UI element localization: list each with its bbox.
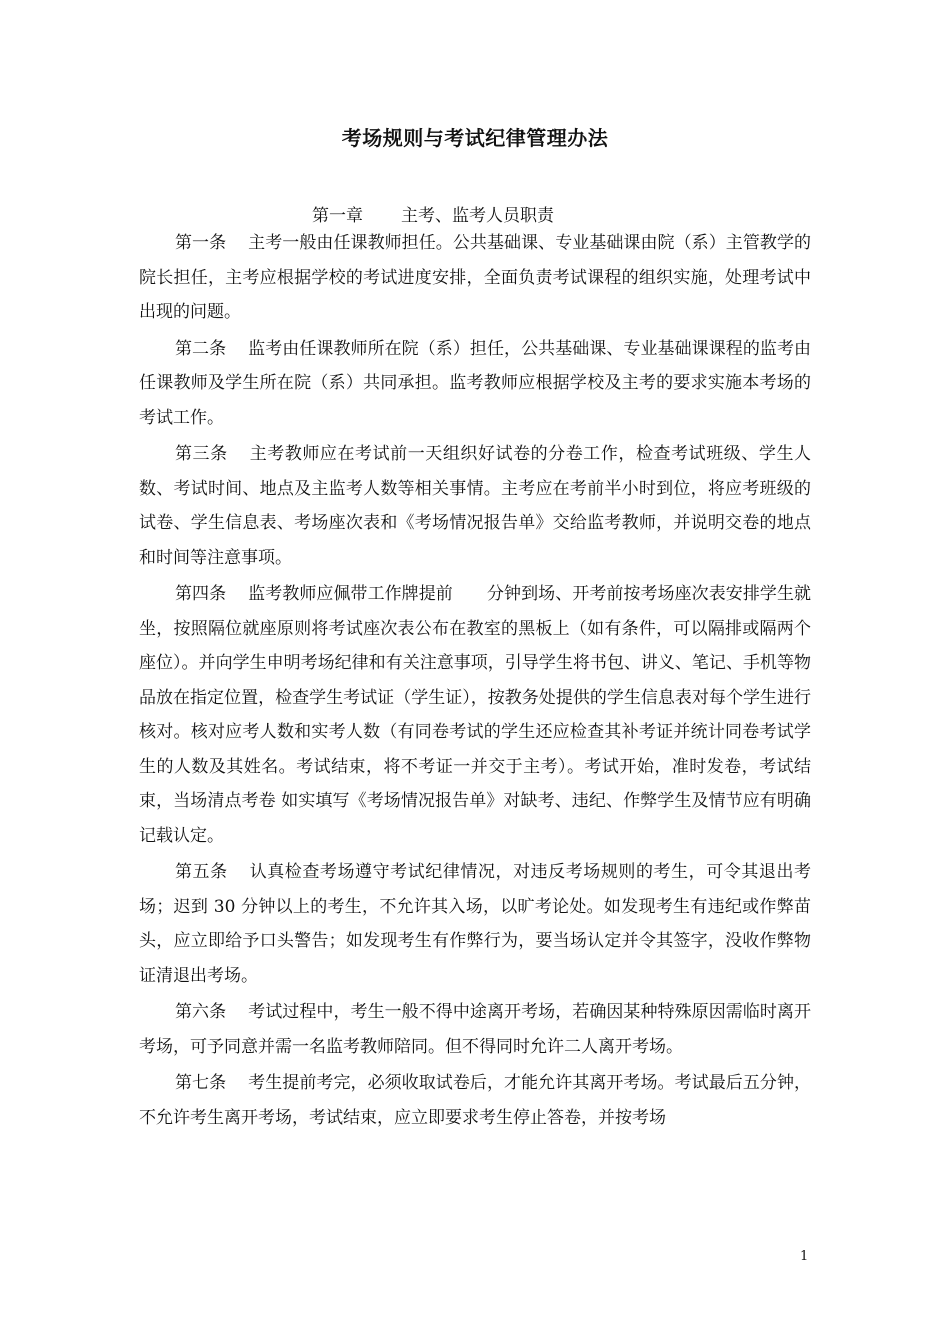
chapter-heading	[312, 201, 554, 226]
article-paragraph	[139, 226, 811, 330]
article-label: 第一条	[175, 233, 227, 253]
article-text: 主考教师应在考试前一天组织好试卷的分卷工作，检查考试班级、学生人数、考试时间、地点及主监考人数等相关事情。主考应在考前半小时到位，将应考班级的试卷、学生信息表、考场座次表和《考场情况报告单》交给监考教师，并说明交卷的地点和时间等注意事项。	[139, 444, 812, 568]
article-text: 监考由任课教师所在院（系）担任，公共基础课、专业基础课课程的监考由任课教师及学生所在院（系）共同承担。监考教师应根据学校及主考的要求实施本考场的考试工作。	[139, 338, 811, 428]
article-text: 监考教师应佩带工作牌提前 分钟到场、开考前按考场座次表安排学生就坐，按照隔位就座原则将考试座次表公布在教室的黑板上（如有条件，可以隔排或隔两个座位）。并向学生申明考场纪律和有关注意事项，引导学生将书包、讲义、笔记、手机等物品放在指定位置，检查学生考试证（学生证），按教务处提供的学生信息表对每个学生进行核对。核对应考人数和实考人数（有同卷考试的学生还应检查其补考证并统计同卷考试学生的人数及其姓名。考试结束，将不考证一并交于主考）。考试开始，准时发卷，考试结束，当场清点考卷 如实填写《考场情况报告单》对缺考、违纪、作弊学生及情节应有明确记载认定。	[139, 584, 811, 846]
page-number: 1	[800, 1249, 809, 1264]
article-paragraph	[139, 437, 811, 575]
article-label: 第三条	[175, 444, 228, 464]
article-paragraph	[139, 1066, 811, 1135]
article-text: 考试过程中，考生一般不得中途离开考场，若确因某种特殊原因需临时离开考场，可予同意并需一名监考教师陪同。但不得同时允许二人离开考场。	[139, 1002, 811, 1057]
article-label: 第二条	[175, 338, 227, 359]
article-label: 第四条	[175, 584, 227, 604]
document-body	[139, 226, 811, 1137]
article-label: 第六条	[175, 1002, 227, 1022]
document-title: 考场规则与考试纪律管理办法	[341, 126, 609, 150]
article-text: 主考一般由任课教师担任。公共基础课、专业基础课由院（系）主管教学的院长担任，主考应根据学校的考试进度安排，全面负责考试课程的组织实施，处理考试中出现的问题。	[139, 233, 811, 322]
article-text: 认真检查考场遵守考试纪律情况，对违反考场规则的考生，可令其退出考场；迟到 30 分钟以上的考生，不允许其入场，以旷考论处。如发现考生有违纪或作弊苗头，应立即给予口头警告；如发现考生有作弊行为，要当场认定并令其签字，没收作弊物证清退出考场。	[139, 862, 812, 986]
article-paragraph	[139, 855, 811, 993]
article-paragraph	[139, 577, 811, 853]
chapter-title: 主考、监考人员职责	[401, 206, 554, 226]
article-text: 考生提前考完，必须收取试卷后，才能允许其离开考场。考试最后五分钟，不允许考生离开考场，考试结束，应立即要求考生停止答卷，并按考场	[139, 1073, 811, 1128]
article-paragraph	[139, 995, 811, 1064]
article-paragraph	[139, 332, 811, 436]
article-label: 第七条	[175, 1073, 227, 1093]
chapter-label: 第一章	[312, 206, 363, 226]
article-label: 第五条	[175, 862, 228, 882]
